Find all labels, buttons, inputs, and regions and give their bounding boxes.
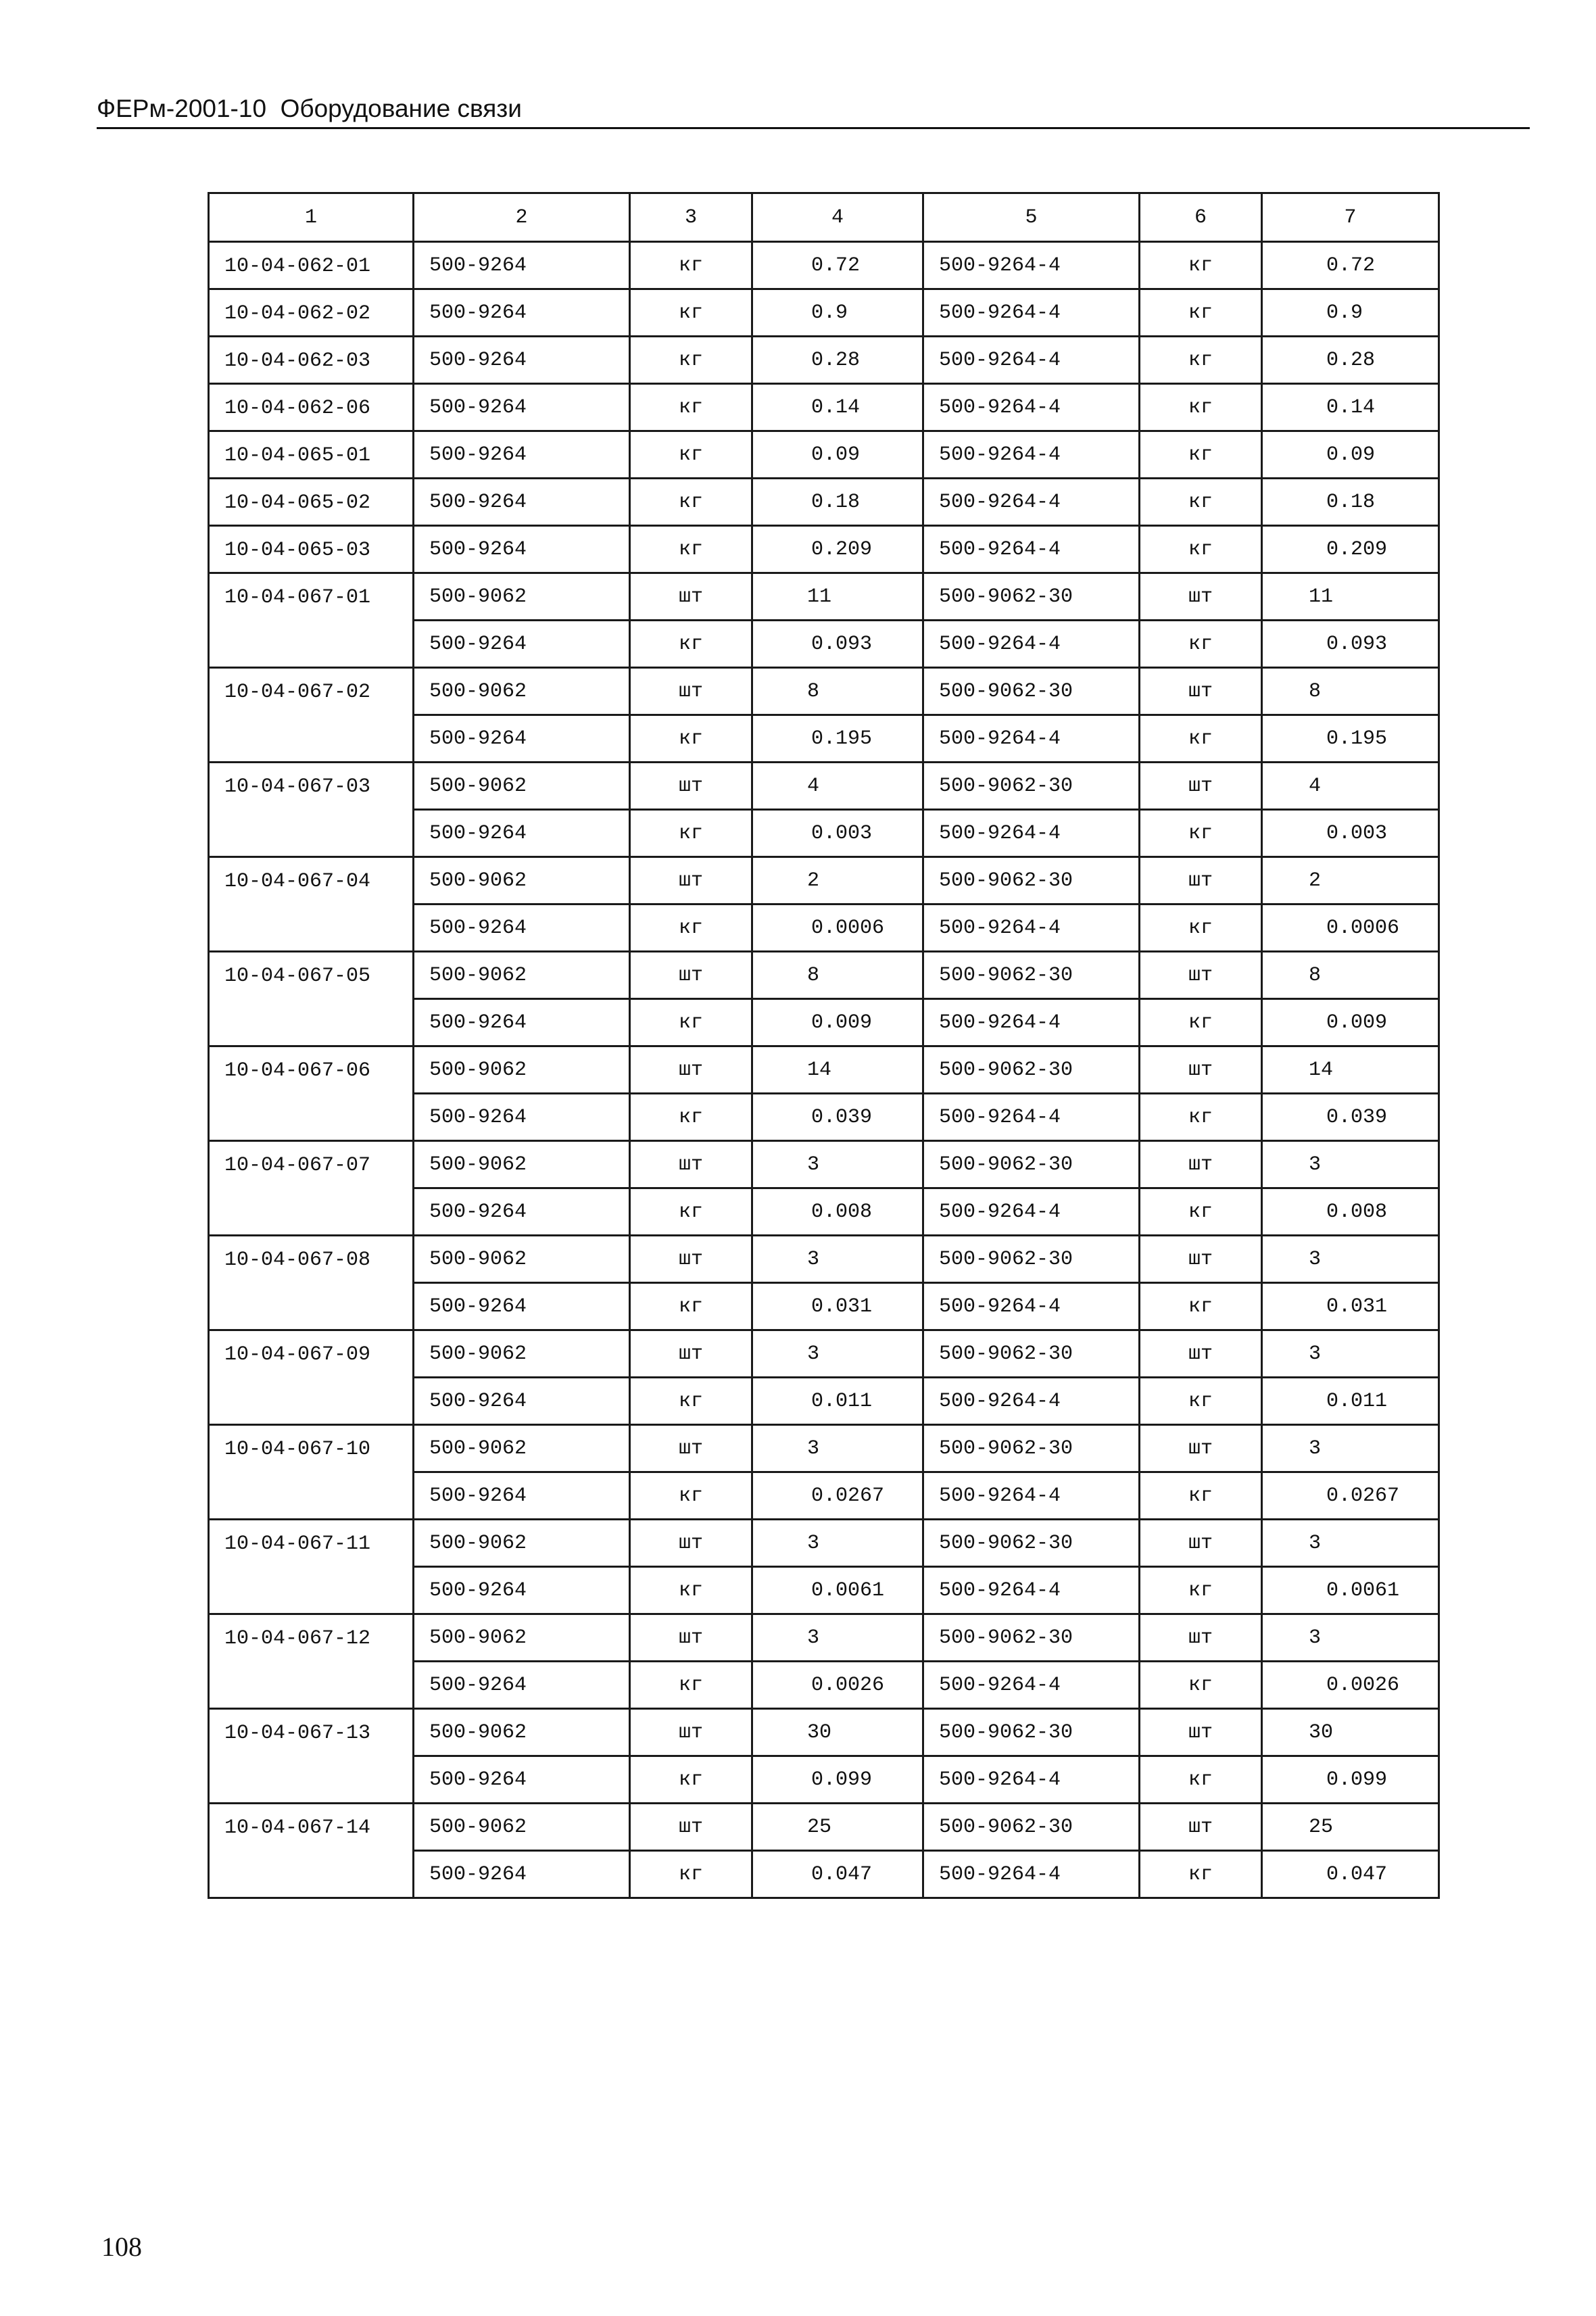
unit: шт [630, 857, 752, 904]
norm-code: 10-04-065-02 [209, 479, 414, 526]
table-body [209, 193, 1439, 1898]
replacement-unit: шт [1140, 1425, 1262, 1472]
quantity: 3 [752, 1425, 923, 1472]
table-row [209, 242, 1439, 289]
norm-code: 10-04-067-07 [209, 1141, 414, 1236]
unit: кг [630, 1756, 752, 1804]
norm-code: 10-04-067-09 [209, 1330, 414, 1425]
replacement-quantity: 3 [1262, 1141, 1439, 1188]
replacement-quantity: 25 [1262, 1804, 1439, 1851]
unit: кг [630, 810, 752, 857]
replacement-unit: шт [1140, 763, 1262, 810]
replacement-quantity: 0.209 [1262, 526, 1439, 573]
material-code: 500-9264 [414, 621, 630, 668]
material-code: 500-9264 [414, 1188, 630, 1236]
replacement-quantity: 0.195 [1262, 715, 1439, 763]
replacement-code: 500-9062-30 [923, 857, 1140, 904]
material-code: 500-9264 [414, 431, 630, 479]
table-row [209, 952, 1439, 999]
replacement-unit: кг [1140, 526, 1262, 573]
unit: кг [630, 1378, 752, 1425]
replacement-quantity: 3 [1262, 1520, 1439, 1567]
replacement-unit: кг [1140, 1662, 1262, 1709]
norm-code: 10-04-062-01 [209, 242, 414, 289]
table-row [209, 763, 1439, 810]
quantity: 0.209 [752, 526, 923, 573]
quantity: 8 [752, 952, 923, 999]
table-row [209, 1520, 1439, 1567]
replacement-unit: кг [1140, 1851, 1262, 1898]
quantity: 3 [752, 1141, 923, 1188]
replacement-unit: кг [1140, 1188, 1262, 1236]
replacement-code: 500-9264-4 [923, 1188, 1140, 1236]
quantity: 0.28 [752, 337, 923, 384]
resource-table [208, 192, 1440, 1899]
unit: кг [630, 1567, 752, 1614]
replacement-unit: шт [1140, 857, 1262, 904]
material-code: 500-9264 [414, 715, 630, 763]
column-number-row [209, 193, 1439, 242]
material-code: 500-9264 [414, 904, 630, 952]
norm-code: 10-04-067-04 [209, 857, 414, 952]
replacement-code: 500-9062-30 [923, 1046, 1140, 1094]
unit: кг [630, 1283, 752, 1330]
replacement-code: 500-9264-4 [923, 999, 1140, 1046]
unit: кг [630, 526, 752, 573]
page-number: 108 [101, 2231, 142, 2262]
unit: кг [630, 999, 752, 1046]
norm-code: 10-04-067-02 [209, 668, 414, 763]
table-row [209, 1425, 1439, 1472]
unit: шт [630, 668, 752, 715]
unit: кг [630, 479, 752, 526]
replacement-quantity: 3 [1262, 1236, 1439, 1283]
norm-code: 10-04-067-01 [209, 573, 414, 668]
material-code: 500-9062 [414, 1330, 630, 1378]
table-row [209, 1804, 1439, 1851]
unit: кг [630, 384, 752, 431]
quantity: 0.008 [752, 1188, 923, 1236]
material-code: 500-9264 [414, 1472, 630, 1520]
replacement-quantity: 0.009 [1262, 999, 1439, 1046]
quantity: 4 [752, 763, 923, 810]
quantity: 30 [752, 1709, 923, 1756]
replacement-quantity: 0.9 [1262, 289, 1439, 337]
quantity: 3 [752, 1236, 923, 1283]
replacement-quantity: 0.18 [1262, 479, 1439, 526]
quantity: 0.011 [752, 1378, 923, 1425]
replacement-unit: шт [1140, 668, 1262, 715]
replacement-unit: шт [1140, 1709, 1262, 1756]
replacement-quantity: 0.72 [1262, 242, 1439, 289]
table-row [209, 573, 1439, 621]
norm-code: 10-04-067-05 [209, 952, 414, 1046]
column-number: 2 [414, 193, 630, 242]
quantity: 11 [752, 573, 923, 621]
replacement-quantity: 0.008 [1262, 1188, 1439, 1236]
norm-code: 10-04-067-12 [209, 1614, 414, 1709]
table-row [209, 1709, 1439, 1756]
material-code: 500-9062 [414, 1804, 630, 1851]
replacement-code: 500-9264-4 [923, 904, 1140, 952]
replacement-quantity: 0.0006 [1262, 904, 1439, 952]
replacement-code: 500-9062-30 [923, 763, 1140, 810]
replacement-unit: шт [1140, 1520, 1262, 1567]
material-code: 500-9062 [414, 1425, 630, 1472]
replacement-unit: кг [1140, 904, 1262, 952]
replacement-code: 500-9264-4 [923, 431, 1140, 479]
replacement-quantity: 30 [1262, 1709, 1439, 1756]
replacement-unit: кг [1140, 337, 1262, 384]
norm-code: 10-04-062-06 [209, 384, 414, 431]
replacement-code: 500-9062-30 [923, 1709, 1140, 1756]
replacement-unit: шт [1140, 1614, 1262, 1662]
column-number: 1 [209, 193, 414, 242]
unit: кг [630, 337, 752, 384]
material-code: 500-9264 [414, 242, 630, 289]
unit: кг [630, 242, 752, 289]
column-number: 3 [630, 193, 752, 242]
column-number: 4 [752, 193, 923, 242]
norm-code: 10-04-067-08 [209, 1236, 414, 1330]
unit: кг [630, 621, 752, 668]
replacement-code: 500-9264-4 [923, 810, 1140, 857]
replacement-unit: кг [1140, 999, 1262, 1046]
replacement-unit: шт [1140, 1141, 1262, 1188]
quantity: 3 [752, 1520, 923, 1567]
table-row [209, 1330, 1439, 1378]
unit: шт [630, 763, 752, 810]
replacement-code: 500-9264-4 [923, 337, 1140, 384]
column-number: 6 [1140, 193, 1262, 242]
quantity: 3 [752, 1330, 923, 1378]
replacement-quantity: 14 [1262, 1046, 1439, 1094]
unit: кг [630, 715, 752, 763]
replacement-quantity: 8 [1262, 668, 1439, 715]
material-code: 500-9062 [414, 1141, 630, 1188]
replacement-unit: кг [1140, 715, 1262, 763]
material-code: 500-9264 [414, 999, 630, 1046]
unit: шт [630, 952, 752, 999]
replacement-unit: шт [1140, 952, 1262, 999]
replacement-unit: кг [1140, 1756, 1262, 1804]
norm-code: 10-04-062-02 [209, 289, 414, 337]
replacement-quantity: 3 [1262, 1614, 1439, 1662]
material-code: 500-9264 [414, 1851, 630, 1898]
replacement-unit: шт [1140, 1330, 1262, 1378]
unit: кг [630, 431, 752, 479]
unit: кг [630, 289, 752, 337]
material-code: 500-9062 [414, 1709, 630, 1756]
unit: шт [630, 1520, 752, 1567]
replacement-unit: кг [1140, 810, 1262, 857]
quantity: 0.72 [752, 242, 923, 289]
quantity: 3 [752, 1614, 923, 1662]
replacement-quantity: 0.003 [1262, 810, 1439, 857]
replacement-code: 500-9062-30 [923, 668, 1140, 715]
replacement-code: 500-9264-4 [923, 715, 1140, 763]
replacement-code: 500-9264-4 [923, 1851, 1140, 1898]
replacement-quantity: 8 [1262, 952, 1439, 999]
norm-code: 10-04-062-03 [209, 337, 414, 384]
replacement-unit: шт [1140, 1046, 1262, 1094]
norm-code: 10-04-067-06 [209, 1046, 414, 1141]
material-code: 500-9062 [414, 1236, 630, 1283]
material-code: 500-9264 [414, 1662, 630, 1709]
material-code: 500-9264 [414, 1094, 630, 1141]
unit: кг [630, 1094, 752, 1141]
material-code: 500-9264 [414, 1567, 630, 1614]
replacement-code: 500-9264-4 [923, 1662, 1140, 1709]
table-row [209, 1614, 1439, 1662]
quantity: 0.18 [752, 479, 923, 526]
norm-code: 10-04-067-03 [209, 763, 414, 857]
replacement-code: 500-9264-4 [923, 526, 1140, 573]
replacement-quantity: 0.14 [1262, 384, 1439, 431]
unit: кг [630, 1662, 752, 1709]
replacement-unit: шт [1140, 1804, 1262, 1851]
replacement-quantity: 0.0061 [1262, 1567, 1439, 1614]
table-row [209, 479, 1439, 526]
material-code: 500-9062 [414, 1520, 630, 1567]
quantity: 0.14 [752, 384, 923, 431]
quantity: 0.009 [752, 999, 923, 1046]
quantity: 0.093 [752, 621, 923, 668]
replacement-unit: шт [1140, 573, 1262, 621]
replacement-code: 500-9264-4 [923, 479, 1140, 526]
replacement-quantity: 0.0267 [1262, 1472, 1439, 1520]
column-number: 7 [1262, 193, 1439, 242]
replacement-code: 500-9264-4 [923, 1472, 1140, 1520]
quantity: 0.9 [752, 289, 923, 337]
replacement-quantity: 0.047 [1262, 1851, 1439, 1898]
replacement-quantity: 0.28 [1262, 337, 1439, 384]
unit: шт [630, 1804, 752, 1851]
quantity: 0.0026 [752, 1662, 923, 1709]
running-header [97, 93, 1530, 129]
material-code: 500-9264 [414, 289, 630, 337]
table-row [209, 857, 1439, 904]
material-code: 500-9062 [414, 763, 630, 810]
quantity: 0.09 [752, 431, 923, 479]
replacement-quantity: 4 [1262, 763, 1439, 810]
material-code: 500-9062 [414, 1614, 630, 1662]
replacement-code: 500-9062-30 [923, 1141, 1140, 1188]
material-code: 500-9264 [414, 526, 630, 573]
material-code: 500-9062 [414, 668, 630, 715]
replacement-unit: кг [1140, 289, 1262, 337]
replacement-unit: кг [1140, 1094, 1262, 1141]
replacement-quantity: 0.09 [1262, 431, 1439, 479]
table-row [209, 337, 1439, 384]
table-row [209, 1141, 1439, 1188]
replacement-code: 500-9264-4 [923, 1378, 1140, 1425]
quantity: 0.0061 [752, 1567, 923, 1614]
replacement-code: 500-9062-30 [923, 952, 1140, 999]
quantity: 0.047 [752, 1851, 923, 1898]
quantity: 25 [752, 1804, 923, 1851]
table-row [209, 431, 1439, 479]
replacement-code: 500-9264-4 [923, 1283, 1140, 1330]
norm-code: 10-04-067-13 [209, 1709, 414, 1804]
replacement-code: 500-9062-30 [923, 1804, 1140, 1851]
replacement-quantity: 2 [1262, 857, 1439, 904]
unit: шт [630, 1141, 752, 1188]
replacement-quantity: 0.011 [1262, 1378, 1439, 1425]
unit: шт [630, 1614, 752, 1662]
column-number: 5 [923, 193, 1140, 242]
material-code: 500-9264 [414, 1283, 630, 1330]
quantity: 0.039 [752, 1094, 923, 1141]
replacement-quantity: 0.031 [1262, 1283, 1439, 1330]
material-code: 500-9264 [414, 1378, 630, 1425]
norm-code: 10-04-065-01 [209, 431, 414, 479]
unit: шт [630, 1236, 752, 1283]
table-row [209, 289, 1439, 337]
quantity: 0.003 [752, 810, 923, 857]
replacement-code: 500-9264-4 [923, 1094, 1140, 1141]
quantity: 0.099 [752, 1756, 923, 1804]
replacement-unit: кг [1140, 242, 1262, 289]
unit: шт [630, 1330, 752, 1378]
replacement-unit: шт [1140, 1236, 1262, 1283]
replacement-code: 500-9264-4 [923, 621, 1140, 668]
unit: шт [630, 1046, 752, 1094]
quantity: 0.0267 [752, 1472, 923, 1520]
table-row [209, 526, 1439, 573]
material-code: 500-9062 [414, 573, 630, 621]
quantity: 0.031 [752, 1283, 923, 1330]
replacement-unit: кг [1140, 384, 1262, 431]
unit: кг [630, 904, 752, 952]
unit: кг [630, 1851, 752, 1898]
replacement-quantity: 3 [1262, 1425, 1439, 1472]
unit: шт [630, 1425, 752, 1472]
norm-code: 10-04-065-03 [209, 526, 414, 573]
quantity: 8 [752, 668, 923, 715]
replacement-unit: кг [1140, 621, 1262, 668]
unit: шт [630, 573, 752, 621]
replacement-unit: кг [1140, 1567, 1262, 1614]
material-code: 500-9264 [414, 384, 630, 431]
material-code: 500-9264 [414, 479, 630, 526]
unit: кг [630, 1188, 752, 1236]
replacement-quantity: 3 [1262, 1330, 1439, 1378]
norm-code: 10-04-067-10 [209, 1425, 414, 1520]
replacement-code: 500-9062-30 [923, 1236, 1140, 1283]
replacement-unit: кг [1140, 1283, 1262, 1330]
material-code: 500-9062 [414, 857, 630, 904]
quantity: 0.195 [752, 715, 923, 763]
replacement-code: 500-9062-30 [923, 1520, 1140, 1567]
replacement-code: 500-9062-30 [923, 573, 1140, 621]
replacement-quantity: 11 [1262, 573, 1439, 621]
replacement-code: 500-9264-4 [923, 384, 1140, 431]
material-code: 500-9264 [414, 810, 630, 857]
replacement-unit: кг [1140, 1472, 1262, 1520]
material-code: 500-9062 [414, 952, 630, 999]
quantity: 2 [752, 857, 923, 904]
replacement-code: 500-9062-30 [923, 1330, 1140, 1378]
table-row [209, 384, 1439, 431]
replacement-code: 500-9264-4 [923, 242, 1140, 289]
unit: кг [630, 1472, 752, 1520]
replacement-unit: кг [1140, 479, 1262, 526]
replacement-code: 500-9062-30 [923, 1614, 1140, 1662]
replacement-code: 500-9264-4 [923, 289, 1140, 337]
replacement-unit: кг [1140, 431, 1262, 479]
table-row [209, 1046, 1439, 1094]
replacement-unit: кг [1140, 1378, 1262, 1425]
replacement-quantity: 0.093 [1262, 621, 1439, 668]
replacement-code: 500-9062-30 [923, 1425, 1140, 1472]
replacement-code: 500-9264-4 [923, 1756, 1140, 1804]
table-row [209, 668, 1439, 715]
material-code: 500-9062 [414, 1046, 630, 1094]
quantity: 0.0006 [752, 904, 923, 952]
material-code: 500-9264 [414, 1756, 630, 1804]
replacement-code: 500-9264-4 [923, 1567, 1140, 1614]
document-title: ФЕРм-2001-10 Оборудование связи [97, 95, 522, 122]
quantity: 14 [752, 1046, 923, 1094]
unit: шт [630, 1709, 752, 1756]
replacement-quantity: 0.099 [1262, 1756, 1439, 1804]
table-row [209, 1236, 1439, 1283]
replacement-quantity: 0.0026 [1262, 1662, 1439, 1709]
replacement-quantity: 0.039 [1262, 1094, 1439, 1141]
norm-code: 10-04-067-14 [209, 1804, 414, 1898]
material-code: 500-9264 [414, 337, 630, 384]
norm-code: 10-04-067-11 [209, 1520, 414, 1614]
